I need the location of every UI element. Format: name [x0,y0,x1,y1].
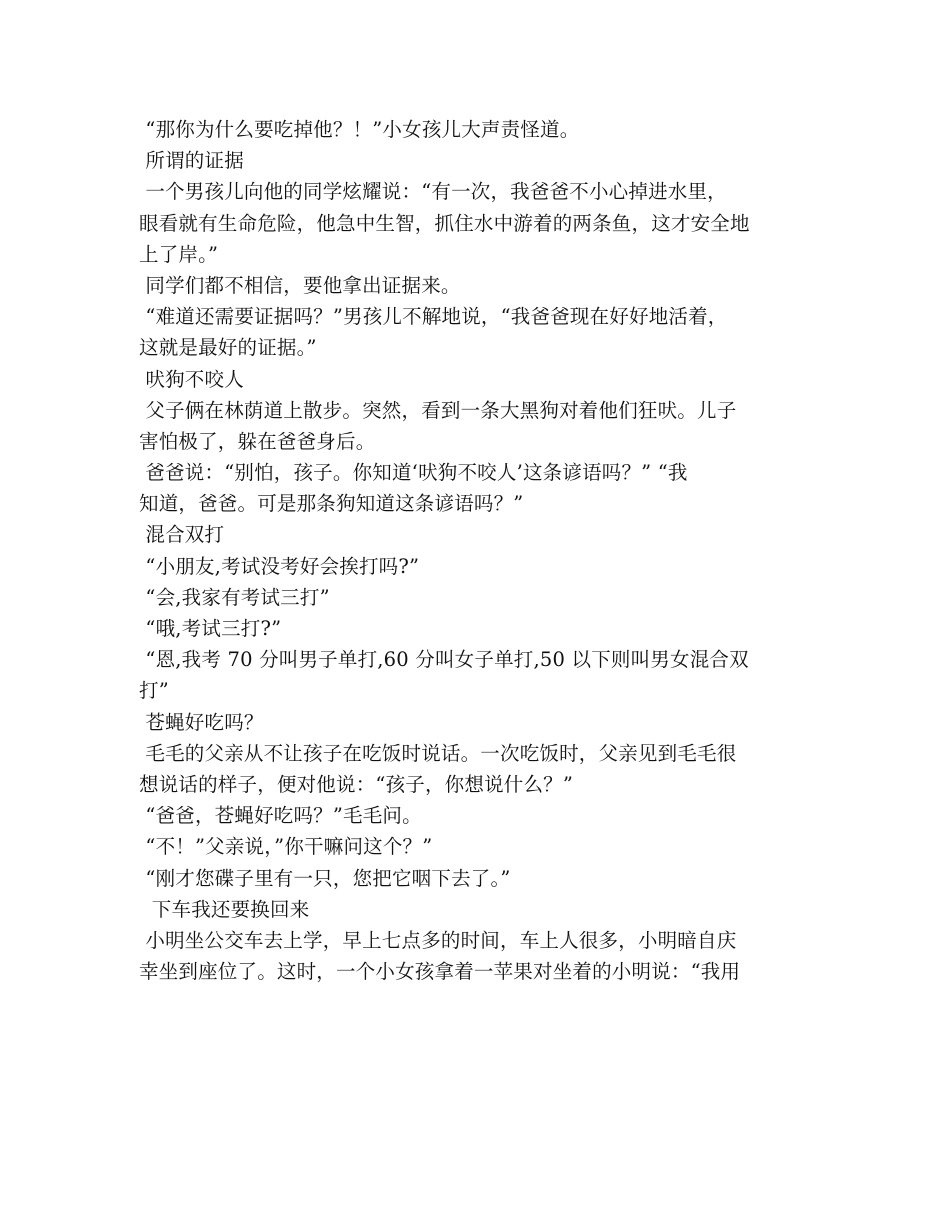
text-line: “恩,我考 70 分叫男子单打,60 分叫女子单打,50 以下则叫男女混合双 [139,648,749,672]
text-line: “会,我家有考试三打” [139,585,330,609]
text-line: “小朋友,考试没考好会挨打吗?” [139,554,420,578]
text-line: 同学们都不相信，要他拿出证据来。 [139,273,461,297]
section-heading: 混合双打 [139,523,225,547]
text-line: 打” [139,679,169,703]
text-line: 害怕极了，躲在爸爸身后。 [139,429,376,453]
section-heading: 吠狗不咬人 [139,367,244,391]
section-heading: 所谓的证据 [139,149,244,173]
text-line: 眼看就有生命危险，他急中生智，抓住水中游着的两条鱼，这才安全地 [139,211,750,235]
text-line: 想说话的样子，便对他说：“孩子，你想说什么？” [139,772,574,796]
text-line: 小明坐公交车去上学，早上七点多的时间，车上人很多，小明暗自庆 [139,928,737,952]
text-line: 知道，爸爸。可是那条狗知道这条谚语吗？” [139,492,524,516]
text-line: “爸爸，苍蝇好吃吗？”毛毛问。 [139,804,422,828]
section-heading: 下车我还要换回来 [139,897,310,921]
text-line: “哦,考试三打?” [139,617,282,640]
text-line: 一个男孩儿向他的同学炫耀说：“有一次，我爸爸不小心掉进水里， [139,180,727,204]
text-line: 爸爸说：“别怕，孩子。你知道‘吠狗不咬人’这条谚语吗？” “我 [139,461,688,485]
text-line: 父子俩在林荫道上散步。突然，看到一条大黑狗对着他们狂吠。儿子 [139,398,737,422]
text-line: 这就是最好的证据。” [139,336,317,360]
text-line: “刚才您碟子里有一只，您把它咽下去了。” [139,866,511,890]
text-line: 幸坐到座位了。这时，一个小女孩拿着一苹果对坐着的小明说：“我用 [139,960,741,984]
text-line: 上了岸。” [139,242,219,266]
text-line: “那你为什么要吃掉他？！”小女孩儿大声责怪道。 [139,118,580,141]
section-heading: 苍蝇好吃吗？ [139,710,264,734]
text-line: “难道还需要证据吗？”男孩儿不解地说，“我爸爸现在好好地活着， [139,305,728,329]
text-line: “不！”父亲说，”你干嘛问这个？” [139,835,433,859]
document-body [139,114,819,987]
text-line: 毛毛的父亲从不让孩子在吃饭时说话。一次吃饭时，父亲见到毛毛很 [139,741,737,765]
